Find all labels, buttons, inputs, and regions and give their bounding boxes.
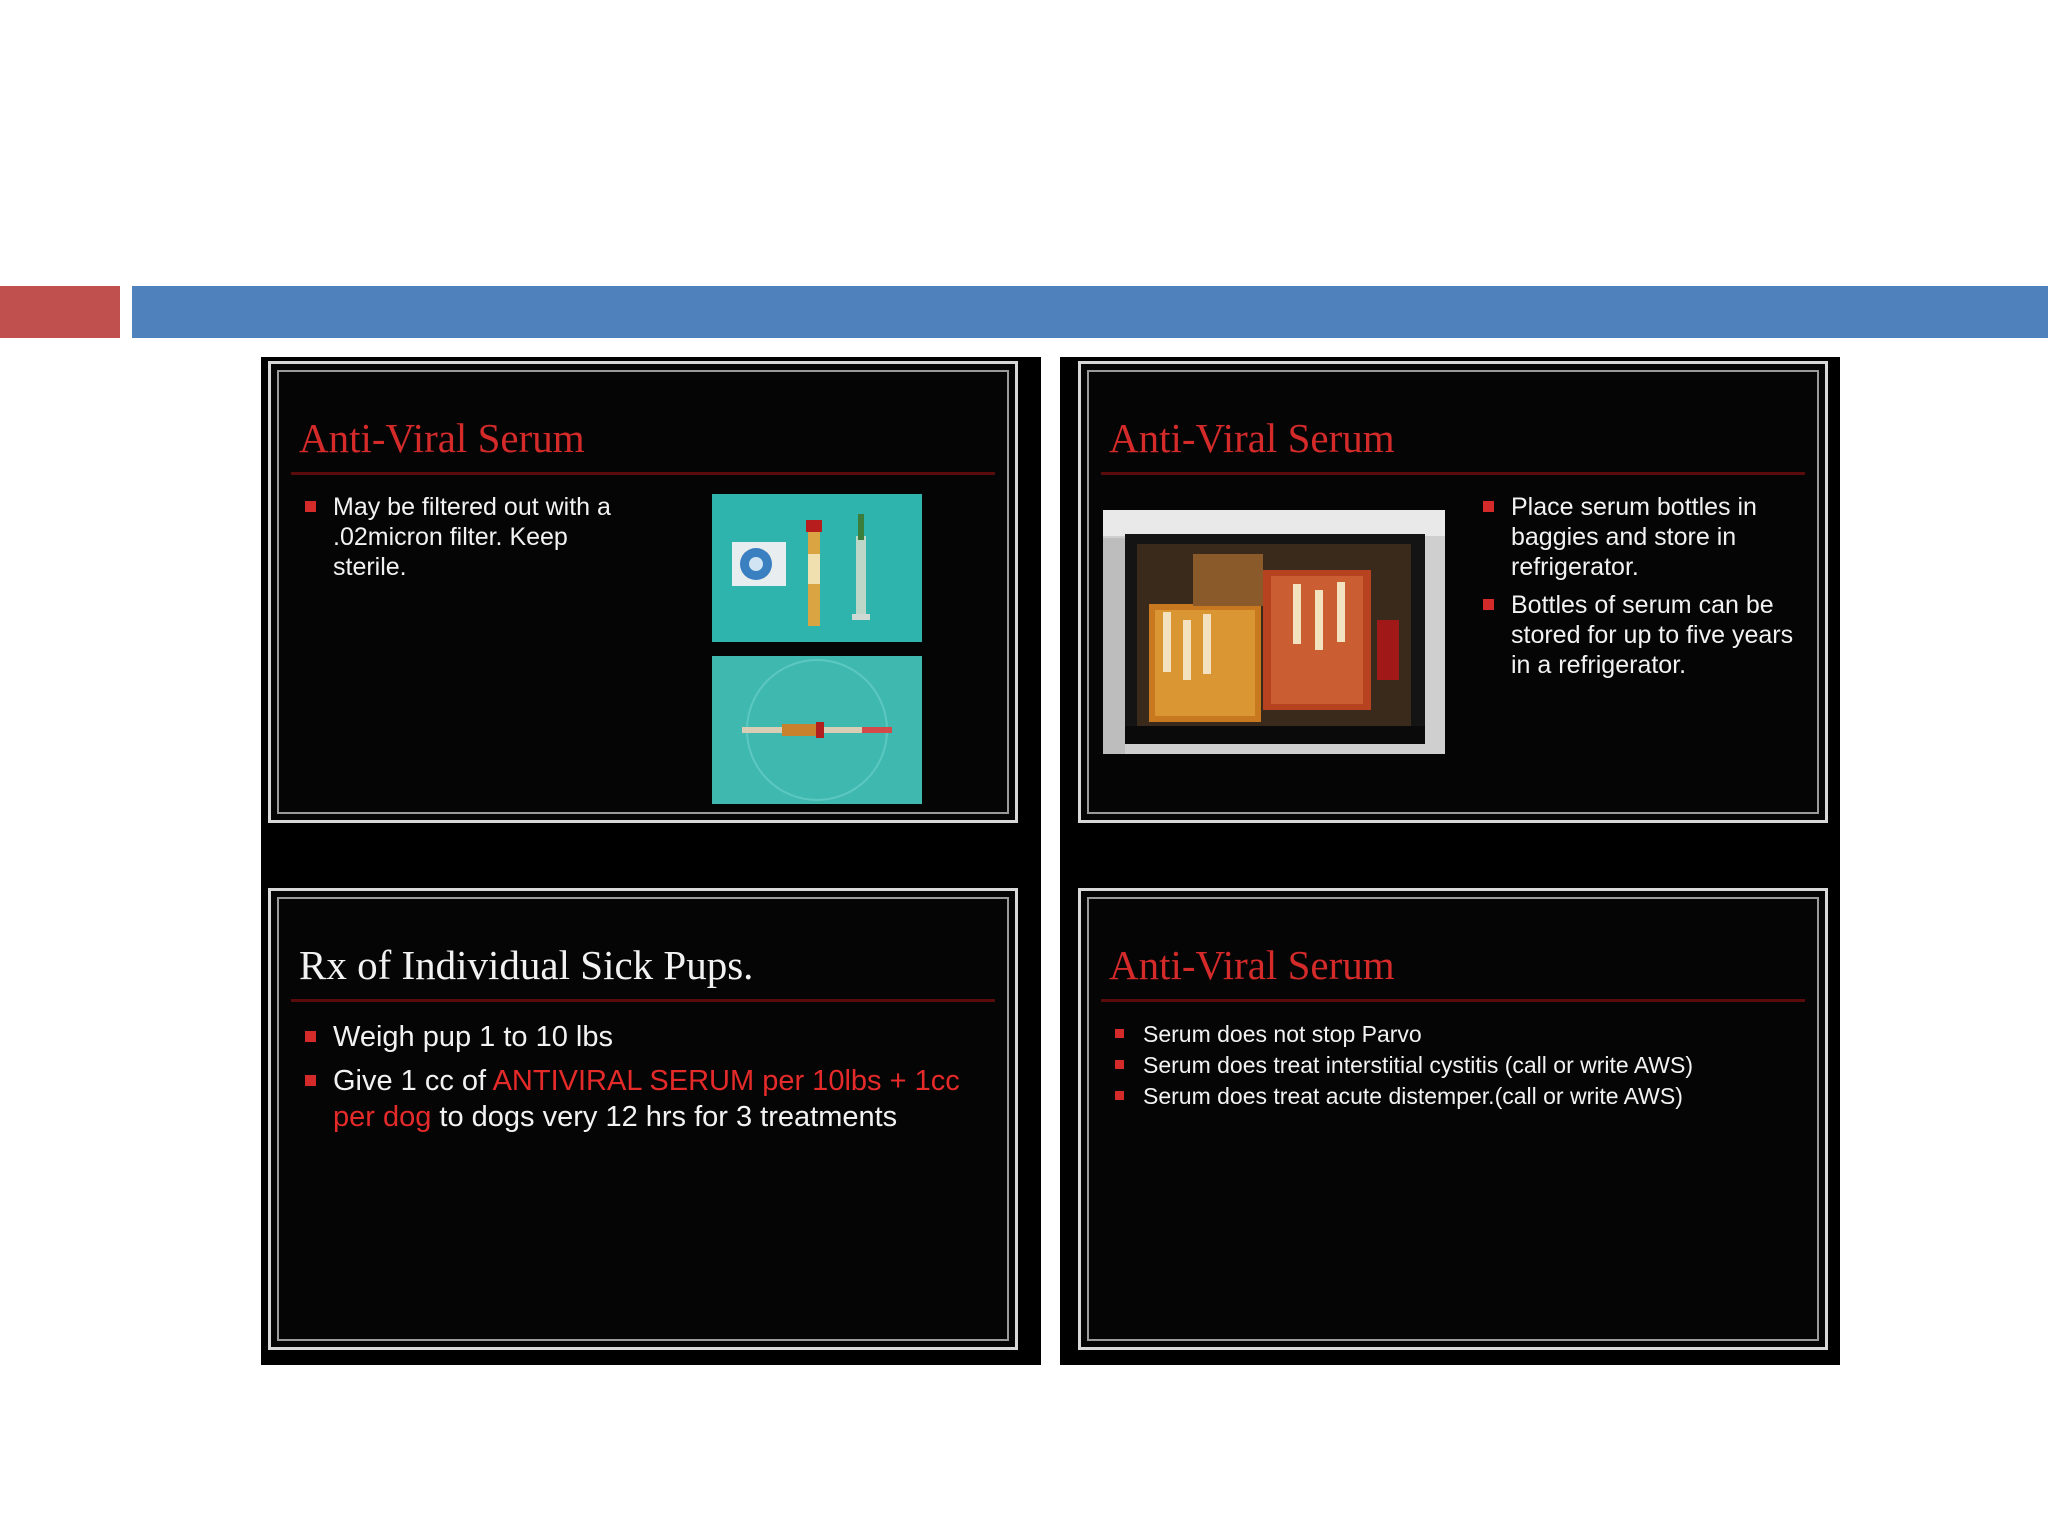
- list-item: Serum does treat acute distemper.(call or write AWS): [1115, 1081, 1815, 1112]
- list-item: Bottles of serum can be stored for up to five years in a refrigerator.: [1483, 590, 1813, 680]
- slide-2-title: Anti-Viral Serum: [1109, 415, 1395, 461]
- slide-2-bullets: [1483, 492, 1813, 680]
- filter-syringe-photo: [712, 494, 922, 642]
- slide-1: [268, 361, 1018, 823]
- refrigerator-drawer-photo: [1103, 510, 1445, 754]
- slide-3-title: Rx of Individual Sick Pups.: [299, 942, 754, 988]
- accent-bar-blue: [132, 286, 2048, 338]
- list-item: Give 1 cc of ANTIVIRAL SERUM per 10lbs + 1cc per dog to dogs very 12 hrs for 3 treatments: [305, 1063, 985, 1135]
- list-item: Weigh pup 1 to 10 lbs: [305, 1019, 985, 1055]
- slide-4-bullets: [1115, 1019, 1815, 1112]
- slide-3-bullets: [305, 1019, 985, 1135]
- accent-bar-red: [0, 286, 120, 338]
- list-item: Place serum bottles in baggies and store in refrigerator.: [1483, 492, 1813, 582]
- slide-1-bullets: [305, 492, 635, 582]
- slide-4: [1078, 888, 1828, 1350]
- slide-4-title: Anti-Viral Serum: [1109, 942, 1395, 988]
- slide-panel-right: [1060, 357, 1840, 1365]
- list-item: May be filtered out with a .02micron filter. Keep sterile.: [305, 492, 635, 582]
- slide-1-title: Anti-Viral Serum: [299, 415, 585, 461]
- slide-panel-left: [261, 357, 1041, 1365]
- slide-2: [1078, 361, 1828, 823]
- slide-3: [268, 888, 1018, 1350]
- list-item: Serum does not stop Parvo: [1115, 1019, 1815, 1050]
- list-item: Serum does treat interstitial cystitis (call or write AWS): [1115, 1050, 1815, 1081]
- syringe-photo: [712, 656, 922, 804]
